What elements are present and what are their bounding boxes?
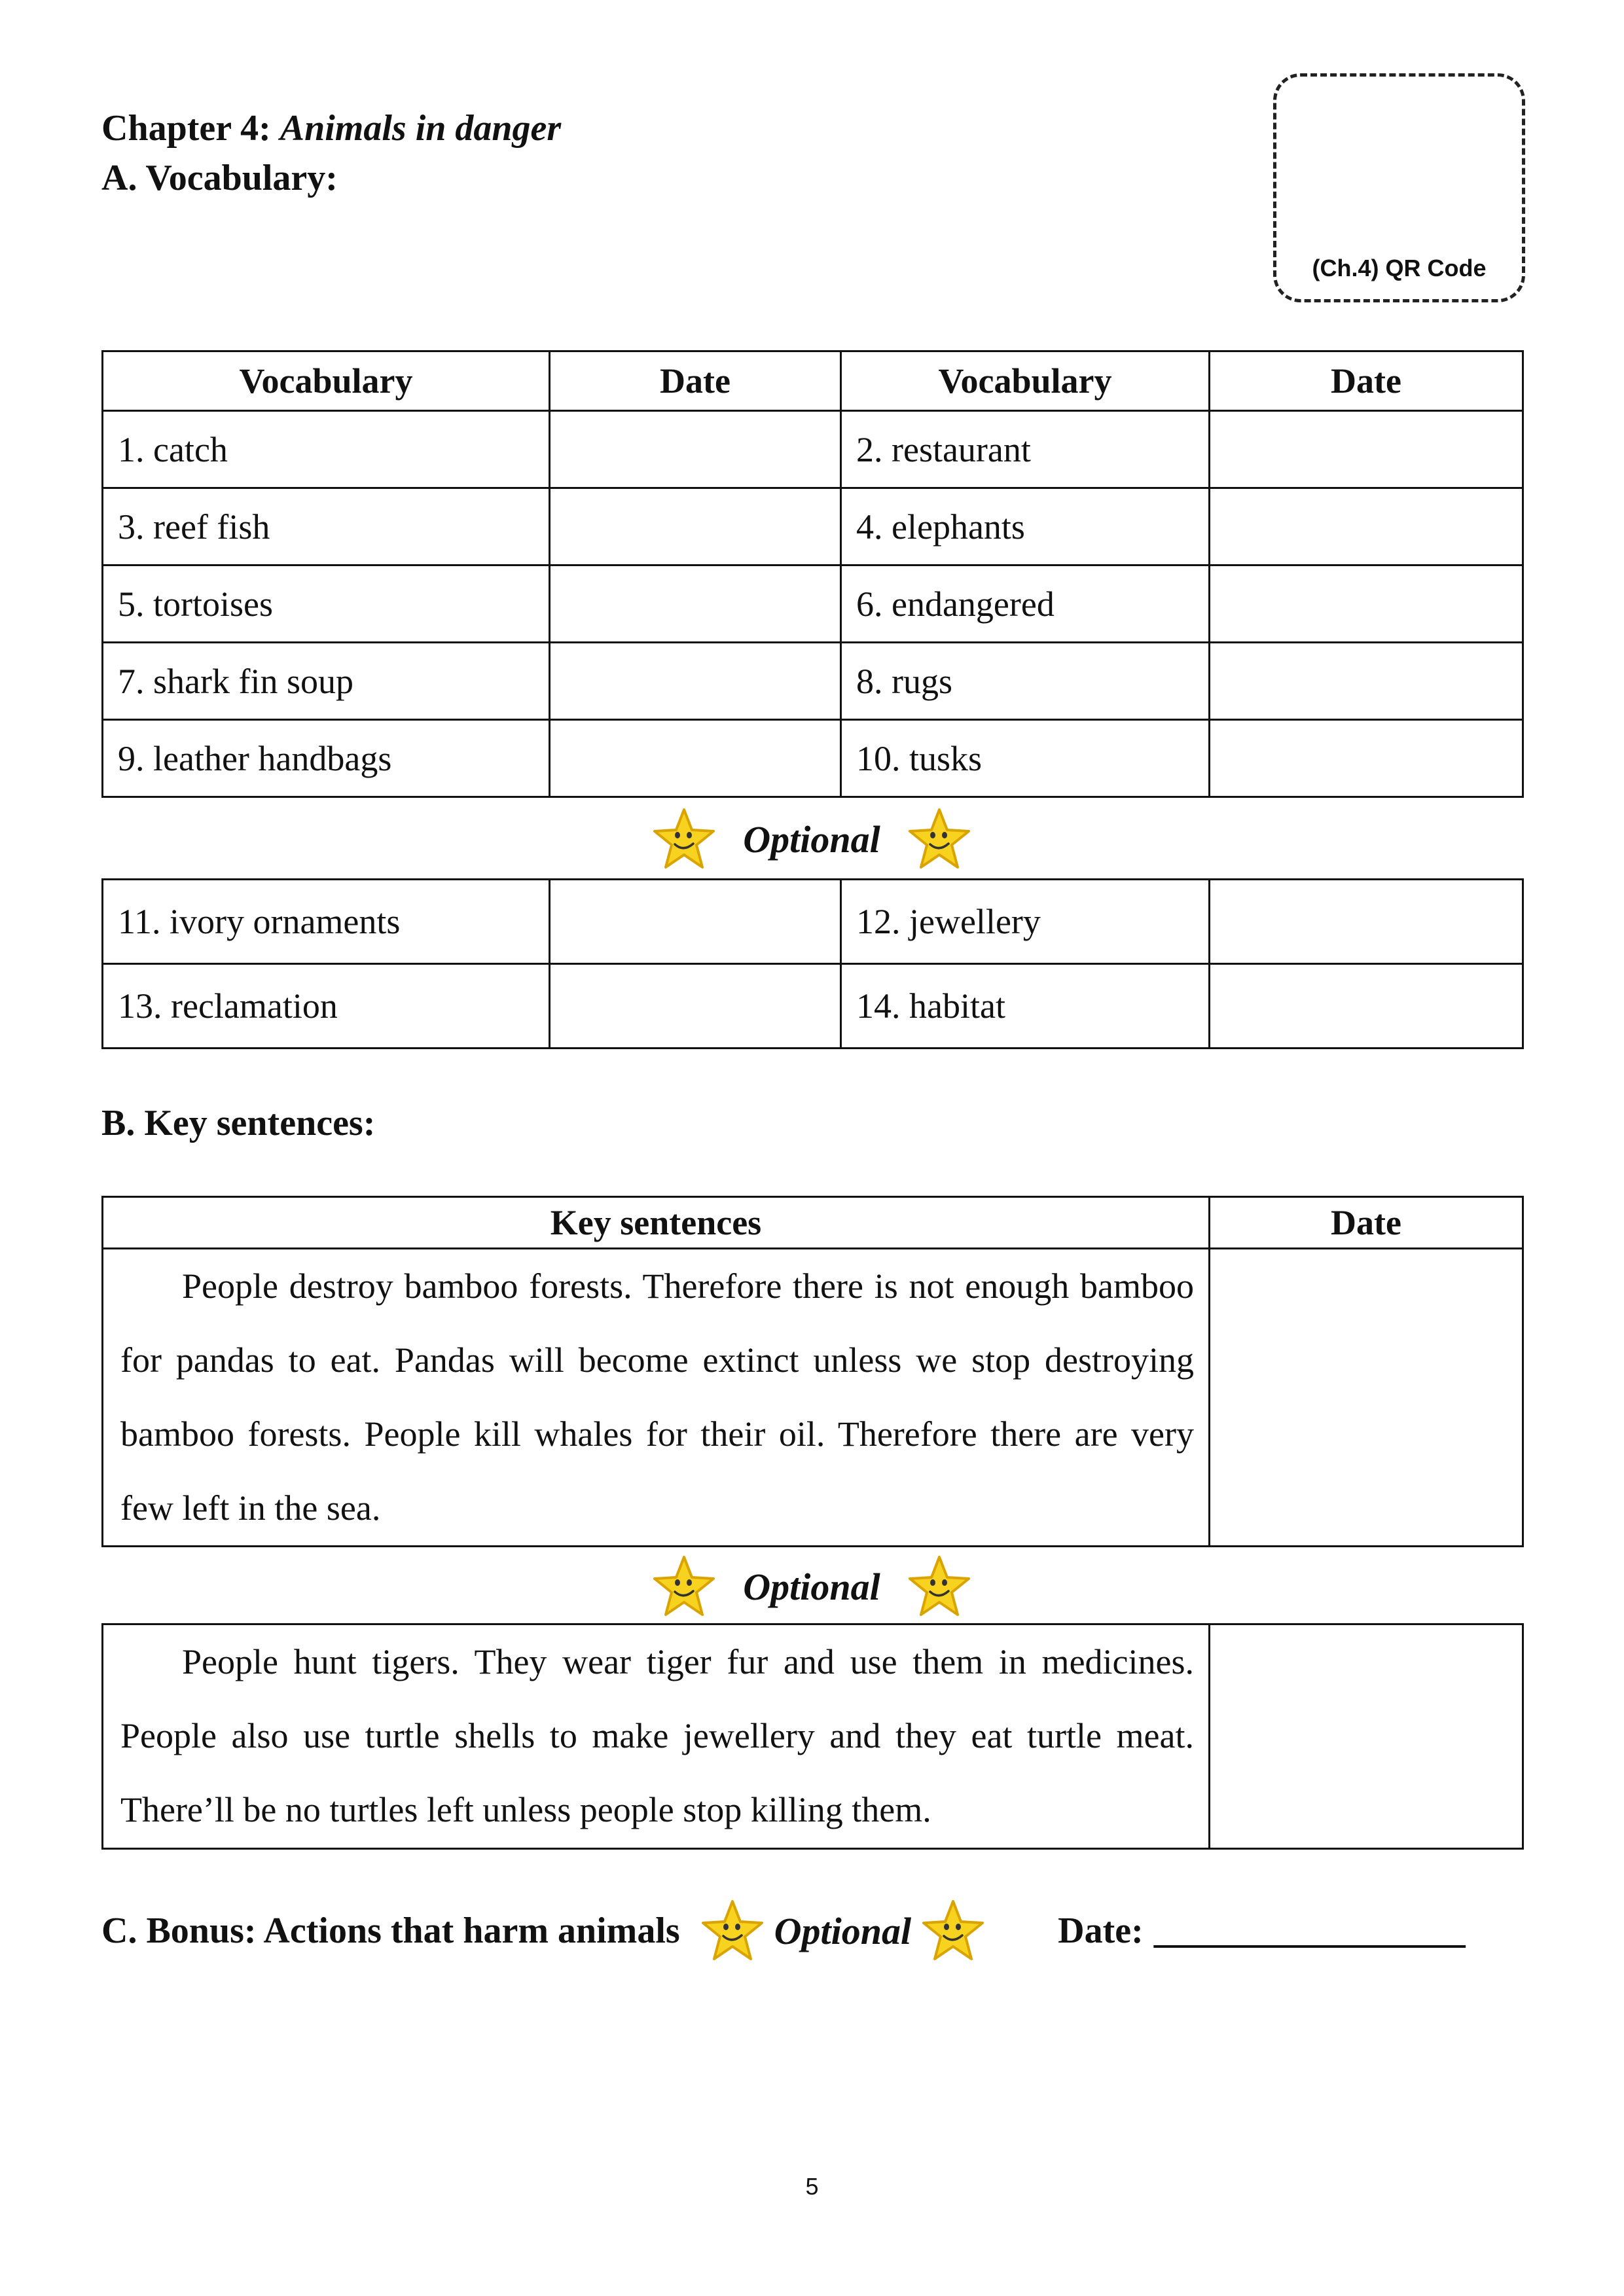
- date-cell[interactable]: [1210, 720, 1523, 797]
- optional-banner: [101, 1547, 1522, 1626]
- qr-code-label: (Ch.4) QR Code: [1312, 255, 1487, 281]
- vocab-cell: 11. ivory ornaments: [103, 880, 550, 964]
- date-header: Date: [1210, 1197, 1523, 1249]
- vocab-cell: 14. habitat: [841, 964, 1210, 1049]
- date-cell[interactable]: [1210, 565, 1523, 643]
- date-cell[interactable]: [1210, 964, 1523, 1049]
- vocab-cell: 4. elephants: [841, 488, 1210, 565]
- date-cell[interactable]: [1210, 1624, 1523, 1849]
- date-header: Date: [550, 351, 841, 411]
- date-cell[interactable]: [550, 411, 841, 488]
- vocab-cell: 3. reef fish: [103, 488, 550, 565]
- vocab-cell: 7. shark fin soup: [103, 643, 550, 720]
- vocab-cell: 9. leather handbags: [103, 720, 550, 797]
- key-sentences-table: [101, 1196, 1524, 1547]
- optional-key-sentences-table: [101, 1623, 1524, 1850]
- qr-code-placeholder: [1273, 73, 1525, 302]
- date-cell[interactable]: [1210, 1249, 1523, 1547]
- optional-label: Optional: [743, 817, 880, 861]
- chapter-title: [101, 105, 561, 152]
- table-row: [103, 720, 1523, 797]
- date-cell[interactable]: [1210, 488, 1523, 565]
- smiling-star-icon: [920, 1898, 986, 1964]
- key-sentences-header: Key sentences: [103, 1197, 1210, 1249]
- date-cell[interactable]: [1210, 411, 1523, 488]
- key-sentence-text: People hunt tigers. They wear tiger fur and use them in medicines. People also use turtle shells to make jewellery and they eat turtle meat. There’ll be no turtles left unless people stop killing them.: [120, 1642, 1194, 1829]
- chapter-prefix: Chapter 4:: [101, 108, 271, 149]
- date-cell[interactable]: [1210, 643, 1523, 720]
- table-row: [103, 565, 1523, 643]
- vocabulary-header: Vocabulary: [103, 351, 550, 411]
- vocab-cell: 5. tortoises: [103, 565, 550, 643]
- table-row: [103, 411, 1523, 488]
- vocab-cell: 2. restaurant: [841, 411, 1210, 488]
- vocab-cell: 8. rugs: [841, 643, 1210, 720]
- date-blank-line[interactable]: _________________: [1153, 1910, 1466, 1951]
- date-cell[interactable]: [550, 964, 841, 1049]
- table-row: [103, 1624, 1523, 1849]
- section-b-heading: B. Key sentences:: [101, 1103, 376, 1143]
- date-cell[interactable]: [550, 643, 841, 720]
- date-cell[interactable]: [550, 488, 841, 565]
- key-sentence-cell: [103, 1624, 1210, 1849]
- smiling-star-icon: [907, 806, 972, 872]
- date-cell[interactable]: [550, 720, 841, 797]
- vocabulary-header-row: [103, 351, 1523, 411]
- date-cell[interactable]: [550, 565, 841, 643]
- optional-banner: [101, 800, 1522, 878]
- vocab-cell: 10. tusks: [841, 720, 1210, 797]
- date-header: Date: [1210, 351, 1523, 411]
- smiling-star-icon: [700, 1898, 765, 1964]
- table-row: [103, 643, 1523, 720]
- page-number: 5: [805, 2173, 819, 2200]
- table-row: [103, 488, 1523, 565]
- table-row: [103, 880, 1523, 964]
- optional-label: Optional: [774, 1909, 912, 1952]
- bonus-title: C. Bonus: Actions that harm animals: [101, 1910, 680, 1951]
- bonus-section: [101, 1898, 1466, 1964]
- vocab-cell: 13. reclamation: [103, 964, 550, 1049]
- vocabulary-table: [101, 350, 1524, 798]
- key-sentences-header-row: [103, 1197, 1523, 1249]
- section-a-heading: A. Vocabulary:: [101, 158, 338, 198]
- key-sentence-cell: [103, 1249, 1210, 1547]
- date-cell[interactable]: [1210, 880, 1523, 964]
- vocab-cell: 12. jewellery: [841, 880, 1210, 964]
- table-row: [103, 1249, 1523, 1547]
- vocab-cell: 1. catch: [103, 411, 550, 488]
- smiling-star-icon: [651, 1554, 717, 1619]
- key-sentence-text: People destroy bamboo forests. Therefore there is not enough bamboo for pandas to eat. Pandas will become extinct unless we stop destroying bamboo forests. People kill whales for their oil. Therefore there are very few left in the sea.: [120, 1266, 1194, 1528]
- smiling-star-icon: [907, 1554, 972, 1619]
- date-cell[interactable]: [550, 880, 841, 964]
- table-row: [103, 964, 1523, 1049]
- date-label: Date:: [1058, 1910, 1144, 1951]
- smiling-star-icon: [651, 806, 717, 872]
- optional-label: Optional: [743, 1565, 880, 1608]
- vocab-cell: 6. endangered: [841, 565, 1210, 643]
- vocabulary-header: Vocabulary: [841, 351, 1210, 411]
- optional-vocabulary-table: [101, 878, 1524, 1049]
- chapter-name: Animals in danger: [280, 108, 562, 149]
